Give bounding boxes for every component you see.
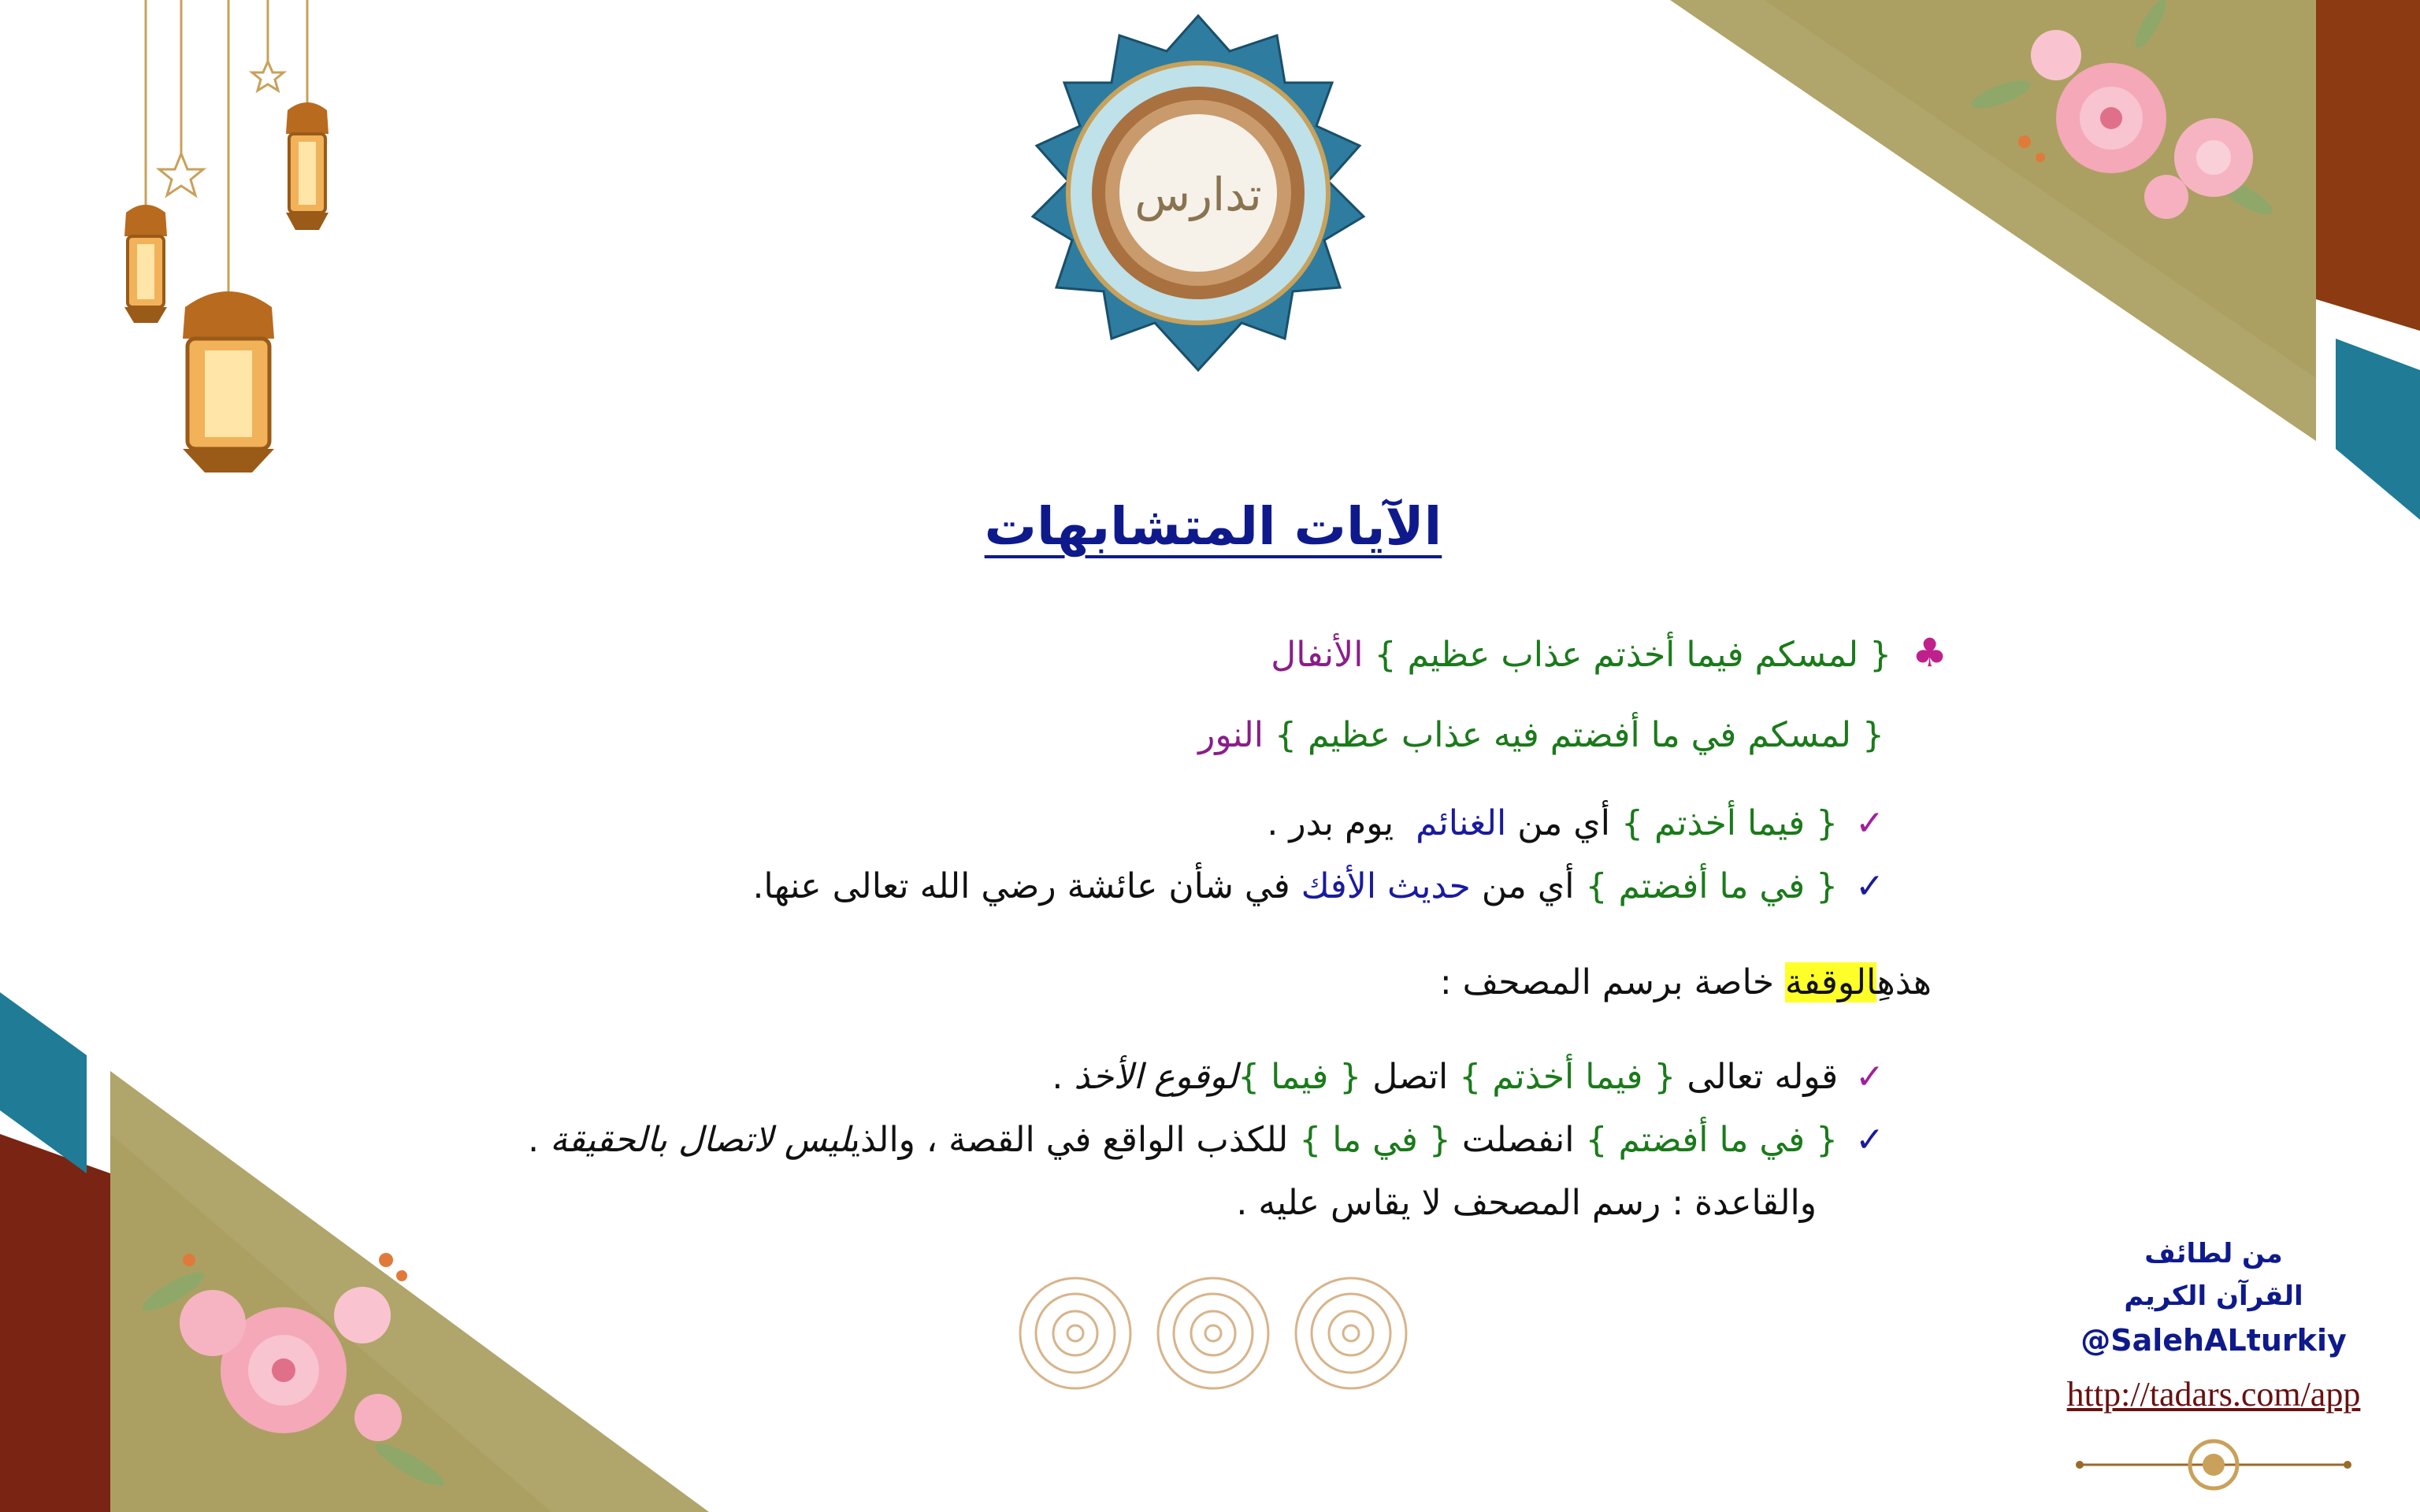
page-title: الآيات المتشابهات xyxy=(984,496,1442,557)
verse-text: { في ما أفضتم } xyxy=(1585,1120,1839,1160)
verse-text: { في ما أفضتم } xyxy=(1585,866,1839,906)
rule-line-1: ✓قوله تعالى { فيما أخذتم } اتصل { فيما }لوقوع الأخذ . xyxy=(1052,1057,1884,1097)
signature-handle: @SalehALturkiy xyxy=(2080,1323,2347,1358)
rosette-ornament-icon xyxy=(1292,1274,1410,1392)
svg-text:تدارس: تدارس xyxy=(1134,168,1262,221)
verse-text: { فيما أخذتم } xyxy=(1620,803,1839,843)
lanterns-decoration xyxy=(95,0,347,488)
note-line-1: ✓{ فيما أخذتم } أي من الغنائم يوم بدر . xyxy=(1267,803,1884,843)
signature-line-2: القرآن الكريم xyxy=(2124,1280,2303,1312)
verse-text: { في ما } xyxy=(1299,1120,1451,1160)
rosette-ornament-icon xyxy=(1016,1274,1134,1392)
rule-line-3: والقاعدة : رسم المصحف لا يقاس عليه . xyxy=(1236,1183,1817,1223)
rule-line-2: ✓{ في ما أفضتم } انفصلت { في ما } للكذب الواقع في القصة ، والذيليس لاتصال بالحقيقة . xyxy=(528,1120,1884,1160)
verse-text: { لمسكم فيما أخذتم عذاب عظيم } xyxy=(1374,635,1892,675)
keyword: حديث الأفك xyxy=(1301,866,1471,906)
flowers-bottom-left xyxy=(126,1228,488,1512)
highlighted-word: الوقفة xyxy=(1785,962,1877,1002)
verse-text: { فيما أخذتم } xyxy=(1459,1057,1676,1097)
rosette-ornament-icon xyxy=(1154,1274,1272,1392)
checkmark-icon: ✓ xyxy=(1855,1057,1884,1097)
verse-line-anfal xyxy=(1271,630,1947,676)
sura-name: النور xyxy=(1198,715,1264,755)
flowers-top-right xyxy=(1954,0,2308,268)
checkmark-icon: ✓ xyxy=(1855,1120,1884,1160)
quran-medallion-logo xyxy=(1021,8,1375,378)
club-bullet-icon: ♣ xyxy=(1912,630,1947,676)
checkmark-icon: ✓ xyxy=(1855,866,1884,906)
divider-ornament-icon xyxy=(2072,1433,2355,1496)
stop-line: هذهِالوقفة خاصة برسم المصحف : xyxy=(1439,962,1932,1002)
checkmark-icon: ✓ xyxy=(1855,803,1884,843)
star-icon xyxy=(159,61,284,195)
verse-line-nur xyxy=(1198,715,1884,755)
verse-text: { فيما } xyxy=(1238,1057,1362,1097)
note-line-2: ✓{ في ما أفضتم } أي من حديث الأفك في شأن عائشة رضي الله تعالى عنها. xyxy=(752,866,1884,906)
signature-line-1: من لطائف xyxy=(2144,1238,2283,1269)
keyword: الغنائم xyxy=(1416,803,1507,843)
sura-name: الأنفال xyxy=(1271,635,1364,675)
lantern-icon xyxy=(124,102,328,472)
verse-text: { لمسكم في ما أفضتم فيه عذاب عظيم } xyxy=(1274,715,1884,755)
website-link[interactable]: http://tadars.com/app xyxy=(2066,1375,2361,1414)
